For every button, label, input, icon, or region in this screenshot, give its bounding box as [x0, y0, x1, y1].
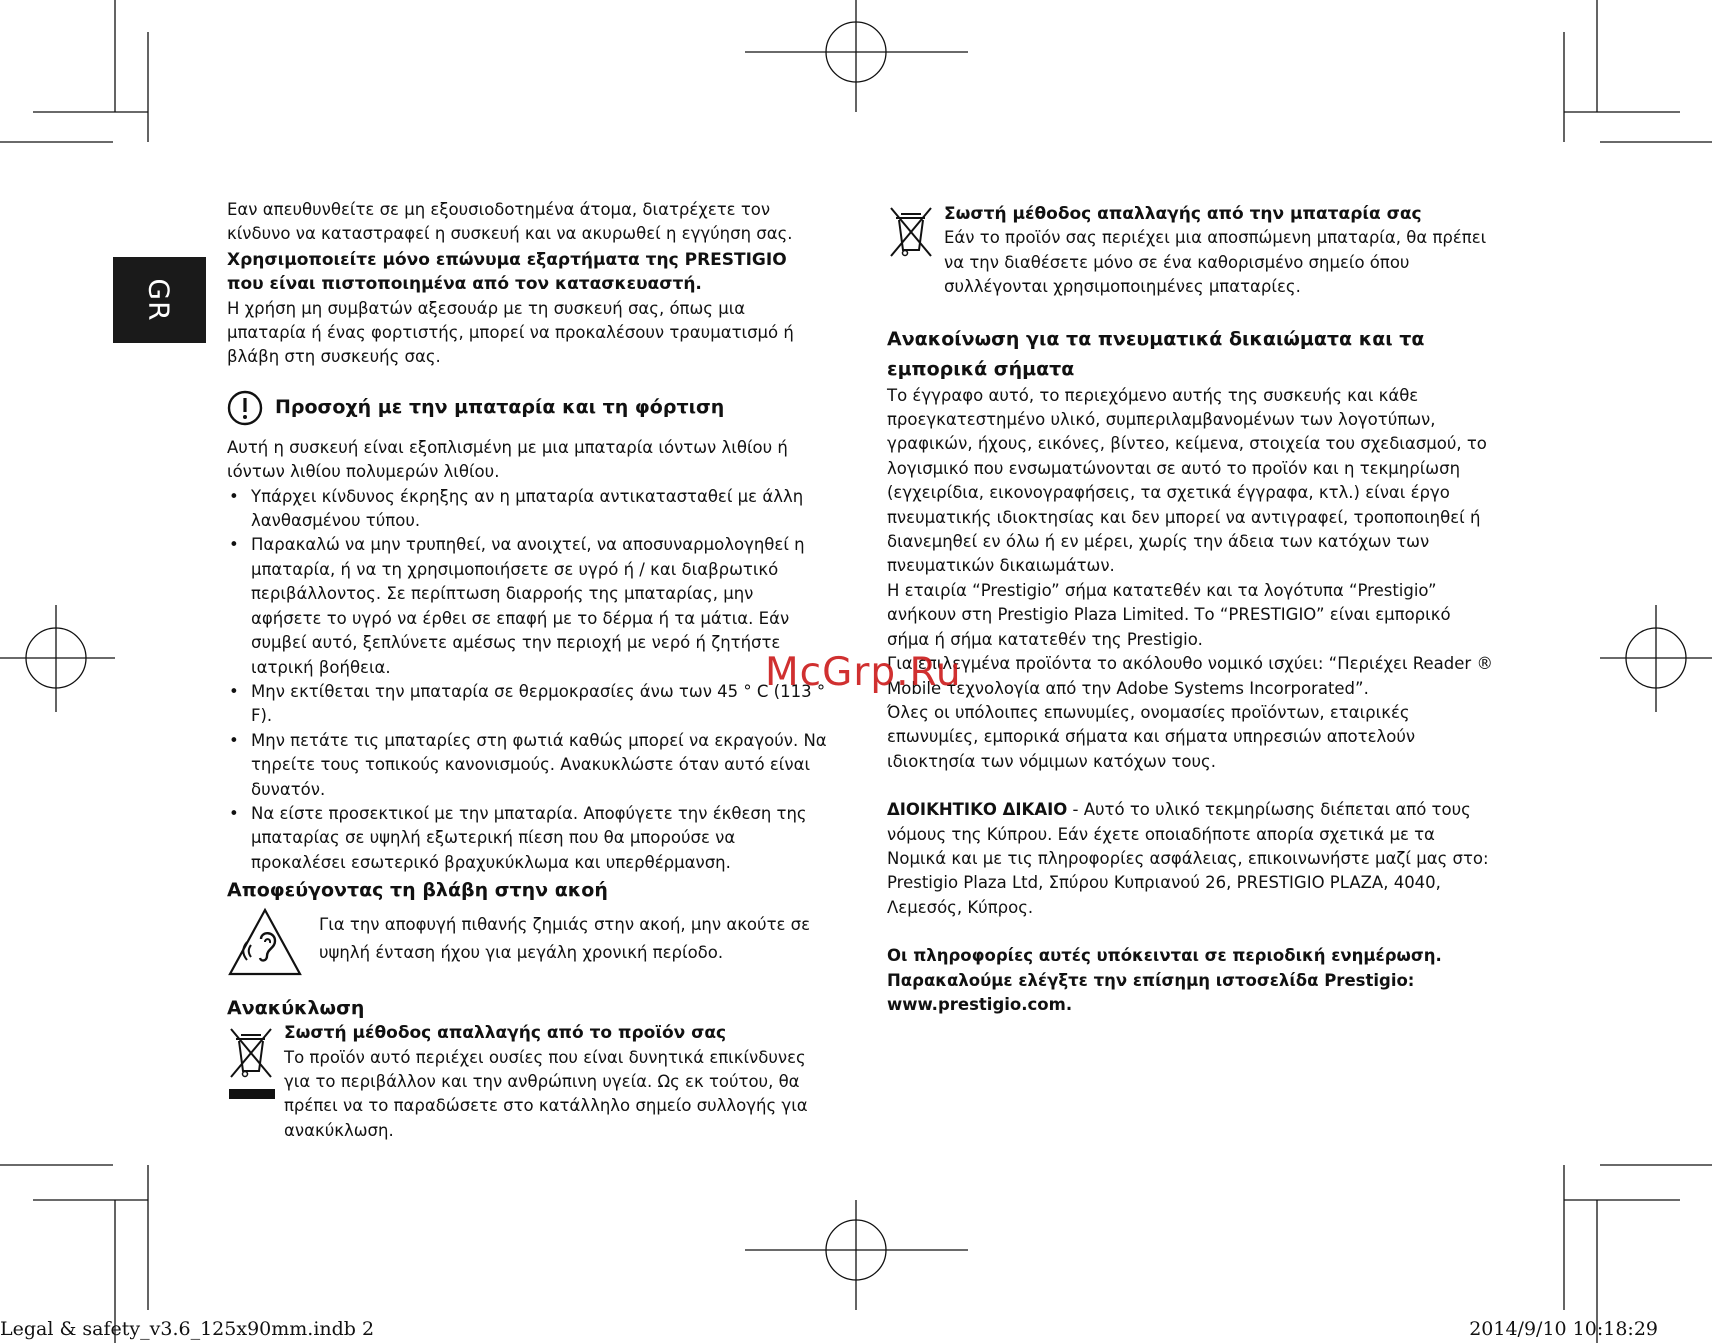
- website-link[interactable]: www.prestigio.com.: [887, 994, 1073, 1014]
- battery-heading: Προσοχή με την μπαταρία και τη φόρτιση: [275, 395, 725, 418]
- battery-disposal-heading: Σωστή μέθοδος απαλλαγής από την μπαταρία σας: [944, 204, 1422, 224]
- warning-exclamation-icon: [227, 390, 263, 426]
- hearing-line2: υψηλή ένταση ήχου για μεγάλη χρονική περίοδο.: [319, 943, 724, 963]
- battery-disposal-text: Εάν το προϊόν σας περιέχει μια αποσπώμενη μπαταρία, θα πρέπει να την διαθέσετε μόνο σε ένα καθορισμένο σημείο όπου συλλέγονται χρησιμοποιημένες μπαταρίες.: [944, 228, 1487, 297]
- language-tab: [113, 257, 206, 343]
- hearing-line1: Για την αποφυγή πιθανής ζημιάς στην ακοή, μην ακούτε σε: [319, 915, 811, 935]
- ip-text-4: Όλες οι υπόλοιπες επωνυμίες, ονομασίες προϊόντων, εταιρικές επωνυμίες, εμπορικά σήματα και σήματα υπηρεσιών αποτελούν ιδιοκτησία των νόμιμων κατόχων τους.: [887, 702, 1416, 771]
- list-item: • Να είστε προσεκτικοί με την μπαταρία. Αποφύγετε την έκθεση της μπαταρίας σε υψηλή εξωτερική πίεση που θα μπορούσε να προκαλέσει εσωτερικό βραχυκύκλωμα και υπερθέρμανση.: [251, 802, 827, 875]
- update-line-2: Παρακαλούμε ελέγξτε την επίσημη ιστοσελίδα Prestigio:: [887, 970, 1415, 990]
- footer-file-info: Legal & safety_v3.6_125x90mm.indb 2: [0, 1318, 375, 1340]
- hearing-heading: Αποφεύγοντας τη βλάβη στην ακοή: [227, 879, 608, 902]
- product-disposal-text: Το προϊόν αυτό περιέχει ουσίες που είναι δυνητικά επικίνδυνες για το περιβάλλον και την ανθρώπινη υγεία. Ως εκ τούτου, θα πρέπει να το παραδώσετε στο κατάλληλο σημείο συλλογής για ανακύκλωση.: [284, 1047, 808, 1140]
- hearing-warning-icon: [227, 907, 303, 977]
- product-disposal-heading: Σωστή μέθοδος απαλλαγής από το προϊόν σας: [284, 1023, 727, 1044]
- watermark: McGrp.Ru: [765, 650, 962, 695]
- list-item: • Υπάρχει κίνδυνος έκρηξης αν η μπαταρία αντικατασταθεί με άλλη λανθασμένου τύπου.: [251, 485, 827, 534]
- crossed-bin-icon: [887, 202, 935, 262]
- update-line-1: Οι πληροφορίες αυτές υπόκεινται σε περιοδική ενημέρωση.: [887, 946, 1442, 966]
- ip-heading: Ανακοίνωση για τα πνευματικά δικαιώματα και τα εμπορικά σήματα: [887, 327, 1425, 380]
- right-column: [887, 202, 1497, 1017]
- admin-law-text: - Αυτό το υλικό τεκμηρίωσης διέπεται από τους νόμους της Κύπρου. Εάν έχετε οποιαδήποτε απορία σχετικά με τα Νομικά και με τις πληροφορίες ασφάλειας, επικοινωνήστε μαζί μας στο: Prestigio Plaza Ltd, Σπύρου Κυπριανού 26, PRESTIGIO PLAZA, 4040, Λεμεσός, Κύπρος.: [887, 800, 1489, 917]
- ip-text-3: Για επιλεγμένα προϊόντα το ακόλουθο νομικό ισχύει: “Περιέχει Reader ® Mobile τεχνολογία από την Adobe Systems Incorporated”.: [887, 654, 1493, 698]
- ip-text-2: Η εταιρία “Prestigio” σήμα κατατεθέν και τα λογότυπα “Prestigio” ανήκουν στη Prestigio Plaza Limited. Το “PRESTIGIO” είναι εμπορικό σήμα ή σήμα κατατεθέν της Prestigio.: [887, 580, 1451, 649]
- hearing-row: [227, 907, 827, 981]
- list-item: • Μην πετάτε τις μπαταρίες στη φωτιά καθώς μπορεί να εκραγούν. Να τηρείτε τους τοπικούς κανονισμούς. Ανακυκλώστε όταν αυτό είναι δυνατόν.: [251, 729, 827, 802]
- crossed-bin-icon: [227, 1023, 275, 1101]
- list-item: • Μην εκτίθεται την μπαταρία σε θερμοκρασίες άνω των 45 ° C (113 ° F).: [251, 680, 827, 729]
- recycling-heading: Ανακύκλωση: [227, 997, 365, 1020]
- footer-date: 2014/9/10 10:18:29: [1469, 1318, 1658, 1340]
- ip-text-1: Το έγγραφο αυτό, το περιεχόμενο αυτής της συσκευής και κάθε προεγκατεστημένο υλικό, συμπεριλαμβανομένων των λογοτύπων, γραφικών, ήχους, εικόνες, βίντεο, κείμενα, στοιχεία του σχεδιασμού, το λογισμικό που ενσωματώνονται σε αυτό το προϊόν και η τεκμηρίωση (εγχειρίδια, εικονογραφήσεις, τα σχετικά έγγραφα, κτλ.) είναι έργο πνευματικής ιδιοκτησίας και δεν μπορεί να αντιγραφεί, τροποποιηθεί ή διανεμηθεί εν όλω ή εν μέρει, χωρίς την άδεια των κατόχων των πνευματικών δικαιωμάτων.: [887, 385, 1487, 576]
- accessory-text: Η χρήση μη συμβατών αξεσουάρ με τη συσκευή σας, όπως μια μπαταρία ή ένας φορτιστής, μπορεί να προκαλέσουν τραυματισμό ή βλάβη στη συσκευής σας.: [227, 298, 794, 367]
- battery-disposal-row: [887, 202, 1497, 300]
- battery-bullet-list: [227, 485, 827, 876]
- admin-law-paragraph: [887, 798, 1497, 920]
- accessory-warning-heading: Χρησιμοποιείτε μόνο επώνυμα εξαρτήματα της PRESTIGIO που είναι πιστοποιημένα από τον κατασκευαστή.: [227, 249, 787, 295]
- admin-law-label: ΔΙΟΙΚΗΤΙΚΟ ΔΙΚΑΙΟ: [887, 800, 1068, 820]
- product-disposal-row: [227, 1021, 827, 1143]
- battery-intro: Αυτή η συσκευή είναι εξοπλισμένη με μια μπαταρία ιόντων λιθίου ή ιόντων λιθίου πολυμερών λιθίου.: [227, 437, 788, 482]
- battery-heading-row: [227, 394, 827, 428]
- list-item: • Παρακαλώ να μην τρυπηθεί, να ανοιχτεί, να αποσυναρμολογηθεί η μπαταρία, ή να τη χρησιμοποιήσετε σε υγρό ή / και διαβρωτικό περιβάλλοντος. Σε περίπτωση διαρροής της μπαταρίας, μην αφήσετε το υγρό να έρθει σε επαφή με το δέρμα ή τα μάτια. Εάν συμβεί αυτό, ξεπλύνετε αμέσως την περιοχή με νερό ή ζητήστε ιατρική βοήθεια.: [251, 533, 827, 679]
- language-label: GR: [142, 278, 176, 322]
- intro-text: Εαν απευθυνθείτε σε μη εξουσιοδοτημένα άτομα, διατρέχετε τον κίνδυνο να καταστραφεί η συσκευή και να ακυρωθεί η εγγύηση σας.: [227, 200, 793, 244]
- left-column: [227, 198, 827, 1143]
